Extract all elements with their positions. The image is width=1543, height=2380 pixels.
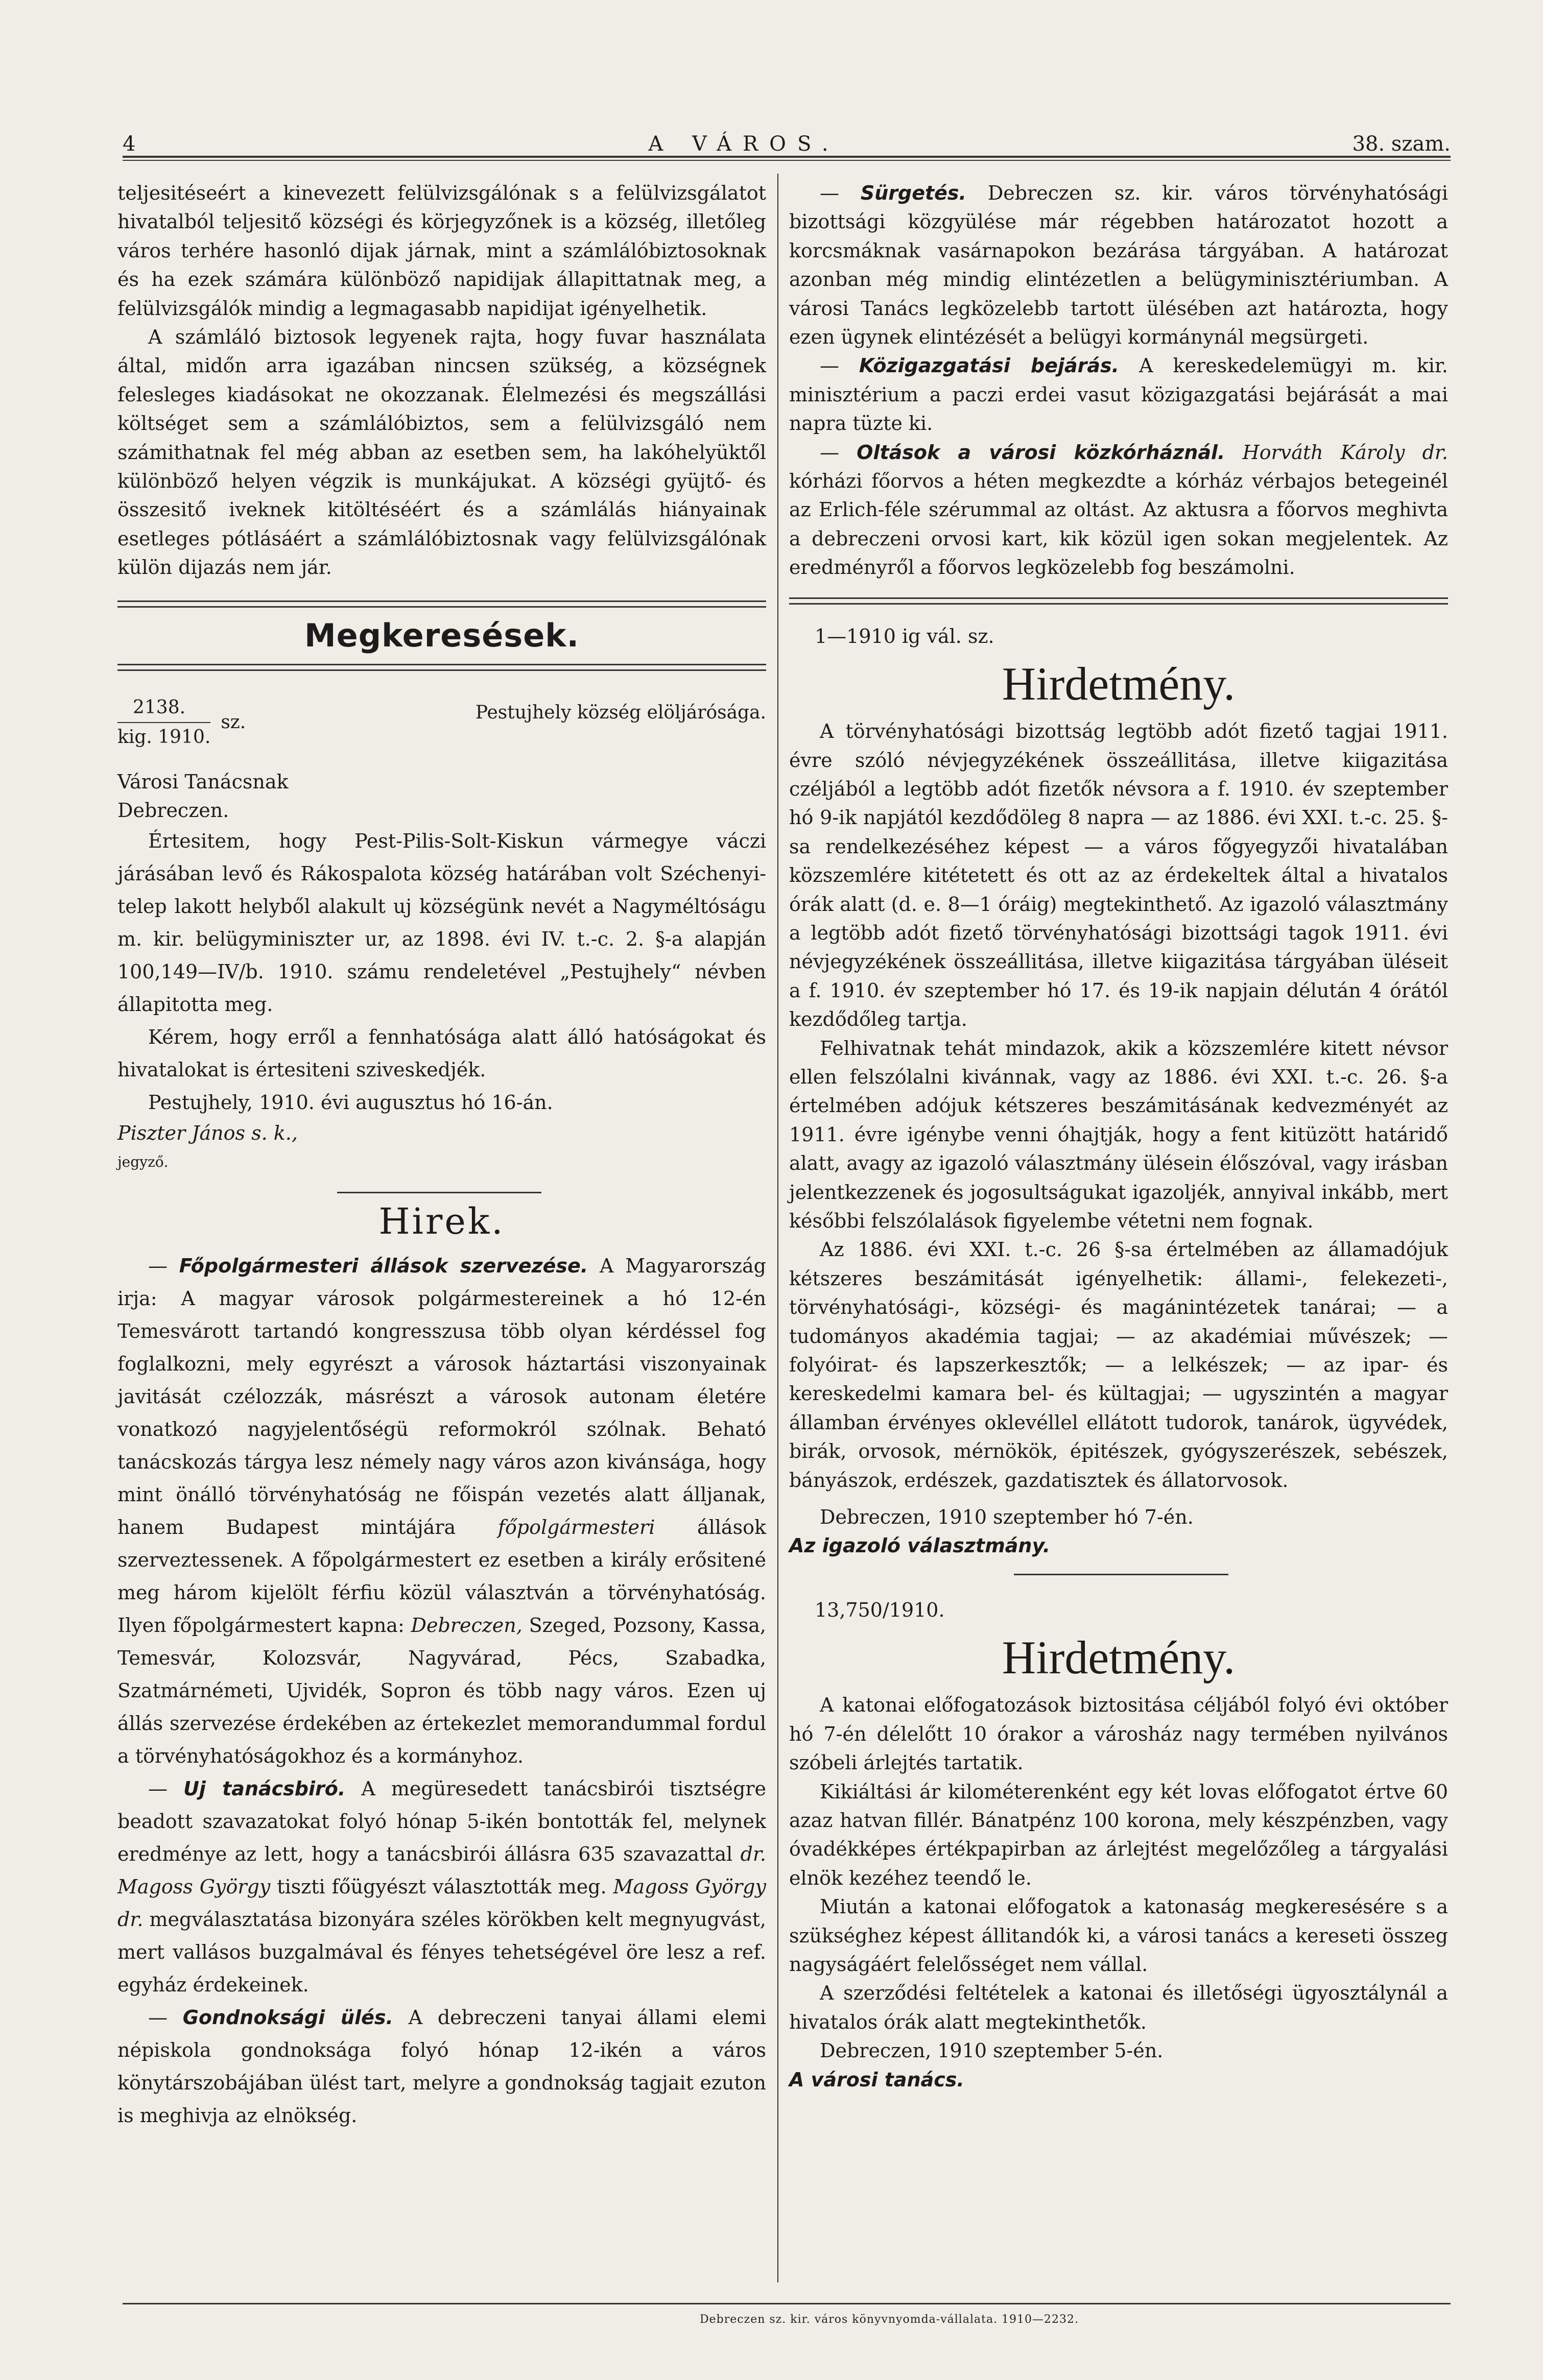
page-header <box>123 110 1451 156</box>
letter-addressee: Városi Tanácsnak <box>117 770 289 793</box>
column-divider <box>777 174 778 2282</box>
reference-date: kig. 1910. <box>117 727 211 748</box>
intro-paragraph-2: A számláló biztosok legyenek rajta, hogy fuvar használata által, midőn arra igazában nincsen szükség, a községnek felesleges kiadásokat ne okozzanak. Élelmezési és megszállási költséget sem a számlálóbiztos, sem a felülvizsgáló nem számithatnak fel még abban az esetben sem, ha lakóhelyüktől különböző helyen végzik is munkájukat. A községi gyüjtő- és összesitő iveknek kitöltéséért és a számlálás hiányainak esetleges pótlásáért a számlálóbiztosnak vagy felülvizsgálónak külön dijazás nem jár. <box>117 326 766 579</box>
intro-paragraph-1: teljesitéseért a kinevezett felülvizsgálónak s a felülvizsgálatot hivatalból teljesitő községi és körjegyzőnek is a község, illetőleg város terhére hasonló dijak járnak, mint a számlálóbiztosoknak és ha ezek számára különböző napidijak állapittatnak meg, a felülvizsgálók mindig a legmagasabb napidijat igényelhetik. <box>117 182 766 320</box>
page-number: 4 <box>123 132 136 156</box>
letter-place-date: Pestujhely, 1910. évi augusztus hó 16-án. <box>148 1091 553 1114</box>
hirdetmeny-2-paragraph-3: Miután a katonai előfogatok a katonaság megkeresésére s a szükséghez képest állitandók ki, a városi tanács a kereseti összeg nagyságáért felelősséget nem vállal. <box>789 1895 1448 1976</box>
letter-signer: Piszter János s. k., <box>117 1122 298 1145</box>
section-divider <box>117 600 766 608</box>
hirdetmeny-1-paragraph-1: A törvényhatósági bizottság legtöbb adót fizető tagjai 1911. évre szóló névjegyzékének összeállitása, illetve kiigazitása czéljából a legtöbb adót fizetők névsora a f. 1910. év szeptember hó 9-ik napjától kezdődöleg 8 napra — az 1886. évi XXI. t.-c. 25. §-sa rendelkezéséhez képest — a város főgyegyzői hivatalában közszemlére kitétetett és ott az az érdekeltek által a hivatalos órák alatt (d. e. 8—1 óráig) megtekinthető. Az igazoló választmány a legtöbb adót fizető törvényhatósági bizottsági tagok 1911. évi névjegyzékének összeállitása, illetve kiigazitása tárgyában üléseit a f. 1910. év szeptember hó 17. és 19-ik napjain délután 4 órától kezdődőleg tartja. <box>789 720 1448 1031</box>
printer-imprint: Debreczen sz. kir. város könyvnyomda-vállalata. 1910—2232. <box>700 2313 1079 2326</box>
news-oltasok: — Oltások a városi közkórháznál. Horváth Károly dr. kórházi főorvos a héten megkezdte a kórház vérbajos betegeinél az Erlich-féle szérummal az oltást. Az aktusra a főorvos meghivta a debreczeni orvosi kart, kik közül igen sokan megjelentek. Az eredményről a főorvos legközelebb fog beszámolni. <box>789 441 1448 579</box>
hirdetmeny-2-paragraph-2: Kikiáltási ár kilométerenként egy két lovas előfogatot értve 60 azaz hatvan fillér. Bánatpénz 100 korona, mely készpénzben, vagy óvadékképes értékpapirban az árlejtést megelőzőleg a tárgyalási elnök kezéhez teendő le. <box>789 1780 1448 1889</box>
news-keyword: Gondnoksági ülés. <box>182 2006 393 2029</box>
news-keyword: Közigazgatási bejárás. <box>859 354 1120 377</box>
footer-rule <box>123 2303 1451 2304</box>
right-column <box>789 179 1448 2094</box>
hirdetmeny-2-date: Debreczen, 1910 szeptember 5-én. <box>820 2039 1164 2062</box>
news-keyword: Főpolgármesteri állások szervezése. <box>179 1255 588 1278</box>
news-kozigazgatasi: — Közigazgatási bejárás. A kereskedelemügyi m. kir. minisztérium a paczi erdei vasut közigazgatási bejárását a mai napra tüzte ki. <box>789 354 1448 435</box>
letter-sender: Pestujhely község elöljárósága. <box>475 702 766 723</box>
news-fopolgarmester: — Főpolgármesteri állások szervezése. A Magyarország irja: A magyar városok polgármestereinek a hó 12-én Temesvárott tartandó kongresszusa több olyan kérdéssel fog foglalkozni, mely egyrészt a városok háztartási viszonyainak javitását czélozzák, másrészt a városok autonam életére vonatkozó nagyjelentőségü reformokról szólnak. Beható tanácskozás tárgya lesz némely nagy város azon kivánsága, hogy mint önálló törvényhatóság ne főispán vezetés alatt álljanak, hanem Budapest mintájára főpolgármesteri állások szerveztessenek. A főpolgármestert ez esetben a király erősitené meg három kijelölt férfiu közül választván a törvényhatóság. Ilyen főpolgármestert kapna: Debreczen, Szeged, Pozsony, Kassa, Temesvár, Kolozsvár, Nagyvárad, Pécs, Szabadka, Szatmárnémeti, Ujvidék, Sopron és több nagy város. Ezen uj állás szervezése érdekében az értekezlet memorandummal fordul a törvényhatóságokhoz és a kormányhoz. <box>117 1255 766 1768</box>
header-rule-thin <box>123 160 1451 161</box>
hirdetmeny-1-ref: 1—1910 ig vál. sz. <box>815 624 994 647</box>
letter-signer-title: jegyző. <box>117 1153 169 1170</box>
hirdetmeny-2-title: Hirdetmény. <box>1002 1631 1236 1684</box>
letter-reference-row <box>117 693 766 752</box>
hirdetmeny-1-title: Hirdetmény. <box>1002 658 1236 710</box>
news-surgetes: — Sürgetés. Debreczen sz. kir. város törvényhatósági bizottsági közgyülése már régebben határozatot hozott a korcsmáknak vasárnapokon bezárása tárgyában. A határozat azonban még mindig elintézetlen a belügyminisztériumban. A városi Tanács legközelebb tartott ülésében azt határozta, hogy ezen ügynek elintézését a belügyi kormánynál megsürgeti. <box>789 182 1448 349</box>
letter-paragraph-1: Értesitem, hogy Pest-Pilis-Solt-Kiskun vármegye váczi járásában levő és Rákospalota község határában volt Széchenyi-telep lakott helyből alakult uj községünk nevét a Nagyméltóságu m. kir. belügyminiszter ur, az 1898. évi IV. t.-c. 2. §-a alapján 100,149—IV/b. 1910. számu rendeletével „Pestujhely“ névben állapitotta meg. <box>117 830 766 1016</box>
hirdetmeny-2-ref: 13,750/1910. <box>815 1598 945 1621</box>
hirdetmeny-1-date: Debreczen, 1910 szeptember hó 7-én. <box>820 1506 1194 1529</box>
hirdetmeny-rule <box>1014 1574 1228 1575</box>
letter-paragraph-2: Kérem, hogy erről a fennhatósága alatt álló hatóságokat és hivatalokat is értesiteni sziveskedjék. <box>117 1026 766 1081</box>
hirdetmeny-1-signature: Az igazoló választmány. <box>789 1534 1051 1557</box>
letter-city: Debreczen. <box>117 799 229 822</box>
news-keyword: Sürgetés. <box>860 182 966 204</box>
hirek-top-rule <box>337 1192 541 1193</box>
hirdetmeny-2-paragraph-4: A szerződési feltételek a katonai és illetőségi ügyosztálynál a hivatalos órák alatt megtekinthetők. <box>789 1982 1448 2033</box>
hirek-heading: Hirek. <box>378 1200 505 1243</box>
issue-number: 38. szam. <box>1352 132 1451 156</box>
news-keyword: Oltások a városi közkórháznál. <box>857 441 1225 464</box>
news-tanacsbiro: — Uj tanácsbiró. A megüresedett tanácsbirói tisztségre beadott szavazatokat folyó hónap 5-ikén bontották fel, melynek eredménye az lett, hogy a tanácsbirói állásra 635 szavazattal dr. Magoss György tiszti főügyészt választották meg. Magoss György dr. megválasztatása bizonyára széles körökben kelt megnyugvást, mert vallásos buzgalmával és fényes tehetségével öre lesz a ref. egyház érdekeinek. <box>117 1777 766 1997</box>
reference-number: 2138. <box>117 693 210 723</box>
reference-sz: sz. <box>221 711 246 733</box>
section-divider <box>789 597 1448 605</box>
hirdetmeny-2-paragraph-1: A katonai előfogatozások biztositása céljából folyó évi október hó 7-én délelőtt 10 órakor a városház nagy termében nyilvános szóbeli árlejtés tartatik. <box>789 1694 1448 1774</box>
header-rule <box>123 156 1451 158</box>
left-column <box>117 179 766 2132</box>
newspaper-title: A VÁROS. <box>648 132 840 156</box>
news-gondnoksag: — Gondnoksági ülés. A debreczeni tanyai állami elemi népiskola gondnoksága folyó hónap 12-ikén a város könytárszobájában ülést tart, melyre a gondnokság tagjait ezuton is meghivja az elnökség. <box>117 2006 766 2127</box>
news-keyword: Uj tanácsbiró. <box>183 1777 346 1800</box>
hirdetmeny-1-paragraph-3: Az 1886. évi XXI. t.-c. 26 §-sa értelmében az államadójuk kétszeres beszámitását igényelhetik: állami-, felekezeti-, törvényhatósági-, községi- és magánintézetek tanárai; — a tudományos akadémia tagjai; — az akadémiai művészek; — folyóirat- és lapszerkesztők; — a lelkészek; — az ipar- és kereskedelmi kamara bel- és kültagjai; — ugyszintén a magyar államban érvényes oklevéllel ellátott tudorok, tanárok, ügyvédek, birák, orvosok, mérnökök, épitészek, gyógyszerészek, sebészek, bányászok, erdészek, gazdatisztek és állatorvosok. <box>789 1238 1448 1492</box>
megkeresesek-heading: Megkeresések. <box>304 616 580 654</box>
hirdetmeny-2-signature: A városi tanács. <box>789 2068 964 2091</box>
section-divider <box>117 664 766 671</box>
hirdetmeny-1-paragraph-2: Felhivatnak tehát mindazok, akik a közszemlére kitett névsor ellen felszólalni kivánnak, vagy az 1886. évi XXI. t.-c. 26. §-a értelmében adójuk kétszeres beszámitásának kedvezményét az 1911. évre igénybe venni óhajtják, hogy a fent kitüzött határidő alatt, avagy az igazoló választmány ülésein élőszóval, vagy irásban jelentkezzenek és jogosultságukat igazoljék, annyival inkább, mert későbbi felszólalások figyelembe vétetni nem fognak. <box>789 1037 1448 1232</box>
